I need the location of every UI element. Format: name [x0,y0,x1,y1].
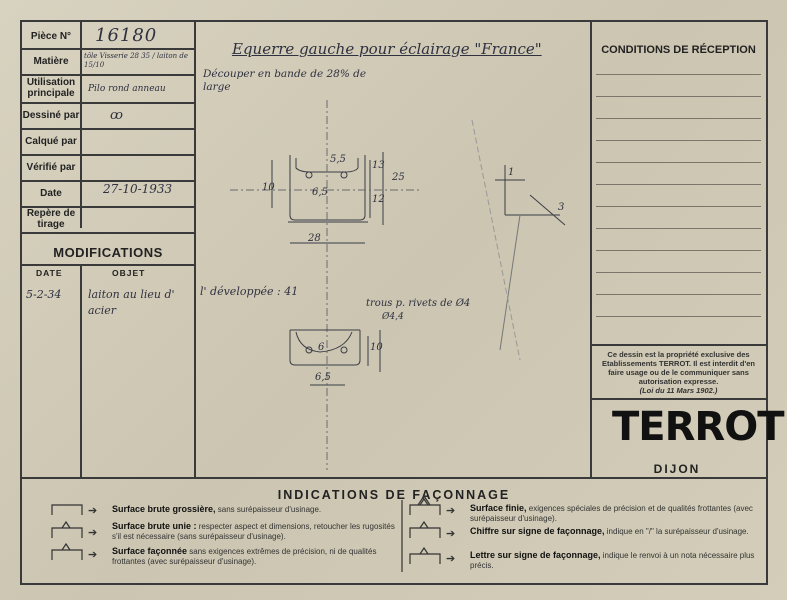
label-matiere: Matière [33,56,69,67]
dim-28: 28 [308,233,321,244]
modification-objet-line2: acier [88,304,117,317]
svg-text:➔: ➔ [446,505,456,517]
label-calque-par: Calqué par [25,136,77,147]
svg-text:➔: ➔ [446,528,456,540]
dim-10-lower: 10 [370,342,383,353]
modification-objet-line1: laiton au lieu d' [88,288,175,301]
matiere-value: tôle Visserie 28 35 / laiton de 15/10 [84,52,188,69]
modification-date: 5-2-34 [26,288,62,301]
dim-1: 1 [508,167,515,178]
dim-13: 13 [372,160,385,171]
indication-brute-grossiere: Surface brute grossière, sans surépaisseur d'usinage. [112,504,322,514]
svg-text:➔: ➔ [88,549,98,561]
dim-25: 25 [392,172,405,183]
modifications-title: MODIFICATIONS [53,245,163,260]
modifications-col-objet: OBJET [112,268,146,278]
svg-text:➔: ➔ [88,505,98,517]
terrot-logo: TERROT [612,404,784,450]
drawing-title: Equerre gauche pour éclairage "France" [232,40,542,58]
label-piece-number: Pièce N° [30,31,72,42]
dim-6-5-lower: 6,5 [315,372,331,383]
developpe-note: l' développée : 41 [200,285,299,298]
utilisation-value: Pilo rond anneau [88,84,166,94]
dim-5-5: 5,5 [330,154,346,165]
piece-number-value: 16180 [95,25,158,46]
svg-text:➔: ➔ [88,527,98,539]
dim-6-5: 6,5 [312,187,328,198]
date-value: 27-10-1933 [103,182,173,196]
dim-12: 12 [372,194,385,205]
svg-text:➔: ➔ [446,553,456,565]
indication-brute-unie: Surface brute unie : respecter aspect et dimensions, retoucher les rugosités s'il est nécessaire (sans surépaisseur d'usinage). [112,521,395,541]
indication-finie: Surface finie, exigences spéciales de précision et de qualités frottantes (avec surépaisseur d'usinage). [470,503,753,523]
dessine-par-mark: ꝏ [110,108,123,123]
drawing-note: Découper en bande de 28% de large [203,68,367,93]
label-verifie-par: Vérifié par [26,162,76,173]
indications-title: INDICATIONS DE FAÇONNAGE [277,488,511,502]
label-utilisation: Utilisation principale [26,77,76,99]
trous-note: trous p. rivets de Ø4 [366,298,471,309]
city-label: DIJON [653,462,701,476]
dim-10: 10 [262,182,275,193]
label-dessine-par: Dessiné par [22,110,80,121]
label-date: Date [40,188,62,199]
indication-lettre: Lettre sur signe de façonnage, indique le renvoi à un nota nécessaire plus précis. [470,550,755,570]
dim-6-lower: 6 [318,342,325,353]
trous-note-2: Ø4,4 [382,312,404,322]
modifications-col-date: DATE [36,268,63,278]
label-repere-tirage: Repère de tirage [26,208,76,230]
indication-faconnee: Surface façonnée sans exigences extrêmes de précision, ni de qualités frottantes (avec surépaisseur d'usinage). [112,546,377,566]
dim-3: 3 [558,202,565,213]
conditions-title: CONDITIONS DE RÉCEPTION [601,44,756,56]
indication-chiffre: Chiffre sur signe de façonnage, indique en "/" la surépaisseur d'usinage. [470,526,749,536]
property-notice: Ce dessin est la propriété exclusive des Etablissements TERROT. Il est interdit d'en faire usage ou de le communiquer sans autorisation expresse. (Loi du 11 Mars 1902.) [601,350,756,395]
